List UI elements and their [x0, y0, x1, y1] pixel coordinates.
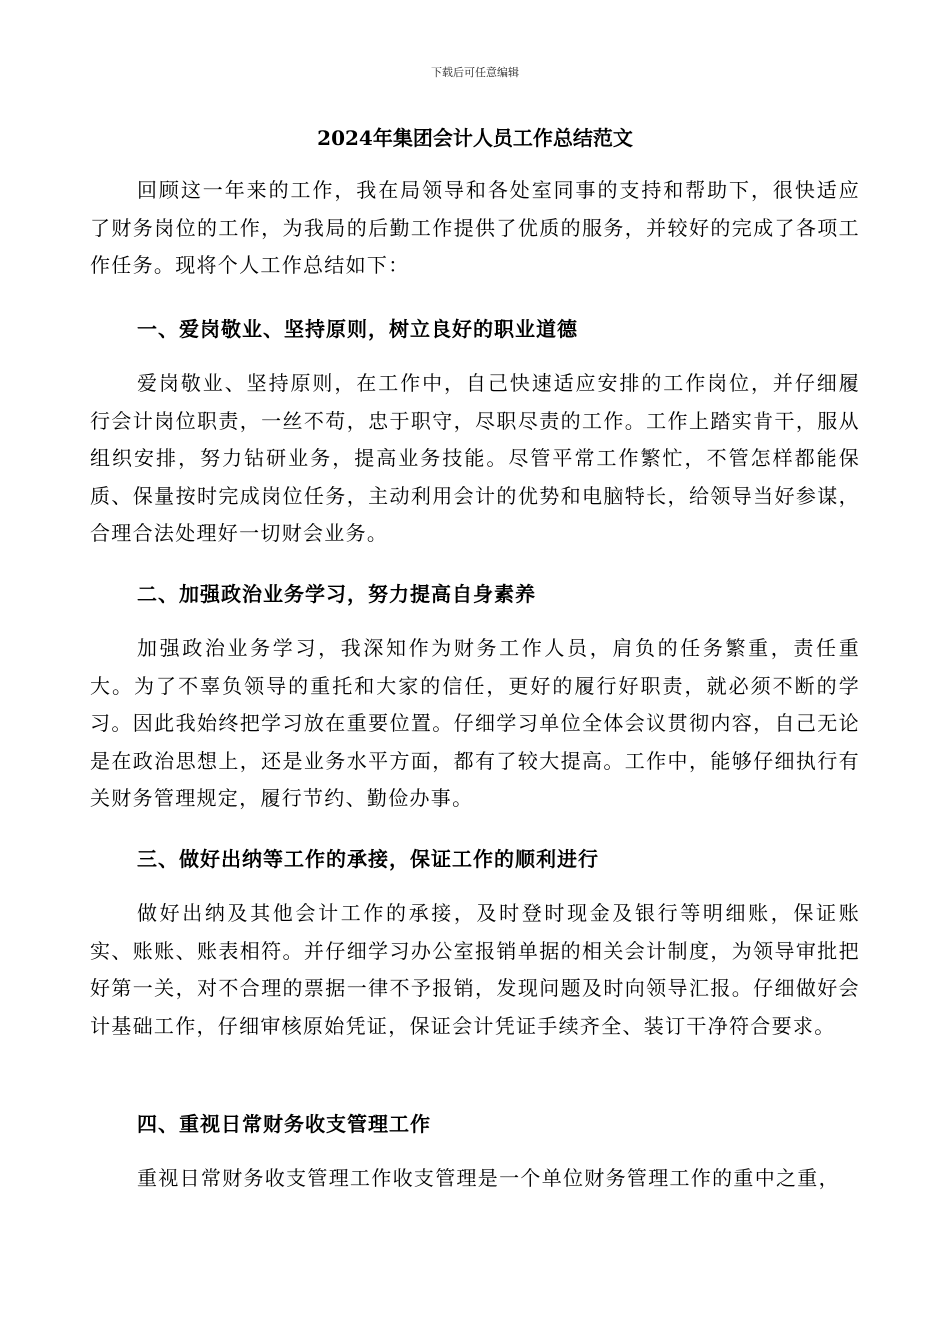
section-heading-4: 四、重视日常财务收支管理工作: [137, 1112, 431, 1136]
section-heading-3: 三、做好出纳等工作的承接，保证工作的顺利进行: [137, 847, 599, 871]
section-paragraph-4: 重视日常财务收支管理工作收支管理是一个单位财务管理工作的重中之重，: [137, 1166, 840, 1190]
section-paragraph-1: 爱岗敬业、坚持原则，在工作中，自己快速适应安排的工作岗位，并仔细履行会计岗位职责，一丝不苟，忠于职守，尽职尽责的工作。工作上踏实肯干，服从组织安排，努力钻研业务，提高业务技能。尽管平常工作繁忙，不管怎样都能保质、保量按时完成岗位任务，主动利用会计的优势和电脑特长，给领导当好参谋，合理合法处理好一切财会业务。: [90, 371, 860, 545]
document-title: 2024年集团会计人员工作总结范文: [317, 126, 633, 150]
section-paragraph-2: 加强政治业务学习，我深知作为财务工作人员，肩负的任务繁重，责任重大。为了不辜负领导的重托和大家的信任，更好的履行好职责，就必须不断的学习。因此我始终把学习放在重要位置。仔细学习单位全体会议贯彻内容，自己无论是在政治思想上，还是业务水平方面，都有了较大提高。工作中，能够仔细执行有关财务管理规定，履行节约、勤俭办事。: [90, 636, 860, 810]
intro-paragraph: 回顾这一年来的工作，我在局领导和各处室同事的支持和帮助下，很快适应了财务岗位的工作，为我局的后勤工作提供了优质的服务，并较好的完成了各项工作任务。现将个人工作总结如下：: [90, 178, 860, 277]
section-heading-2: 二、加强政治业务学习，努力提高自身素养: [137, 582, 536, 606]
header-note: 下载后可任意编辑: [431, 66, 519, 79]
section-heading-1: 一、爱岗敬业、坚持原则，树立良好的职业道德: [137, 317, 578, 341]
section-paragraph-3: 做好出纳及其他会计工作的承接，及时登时现金及银行等明细账，保证账实、账账、账表相符。并仔细学习办公室报销单据的相关会计制度，为领导审批把好第一关，对不合理的票据一律不予报销，发现问题及时向领导汇报。仔细做好会计基础工作，仔细审核原始凭证，保证会计凭证手续齐全、装订干净符合要求。: [90, 901, 860, 1038]
